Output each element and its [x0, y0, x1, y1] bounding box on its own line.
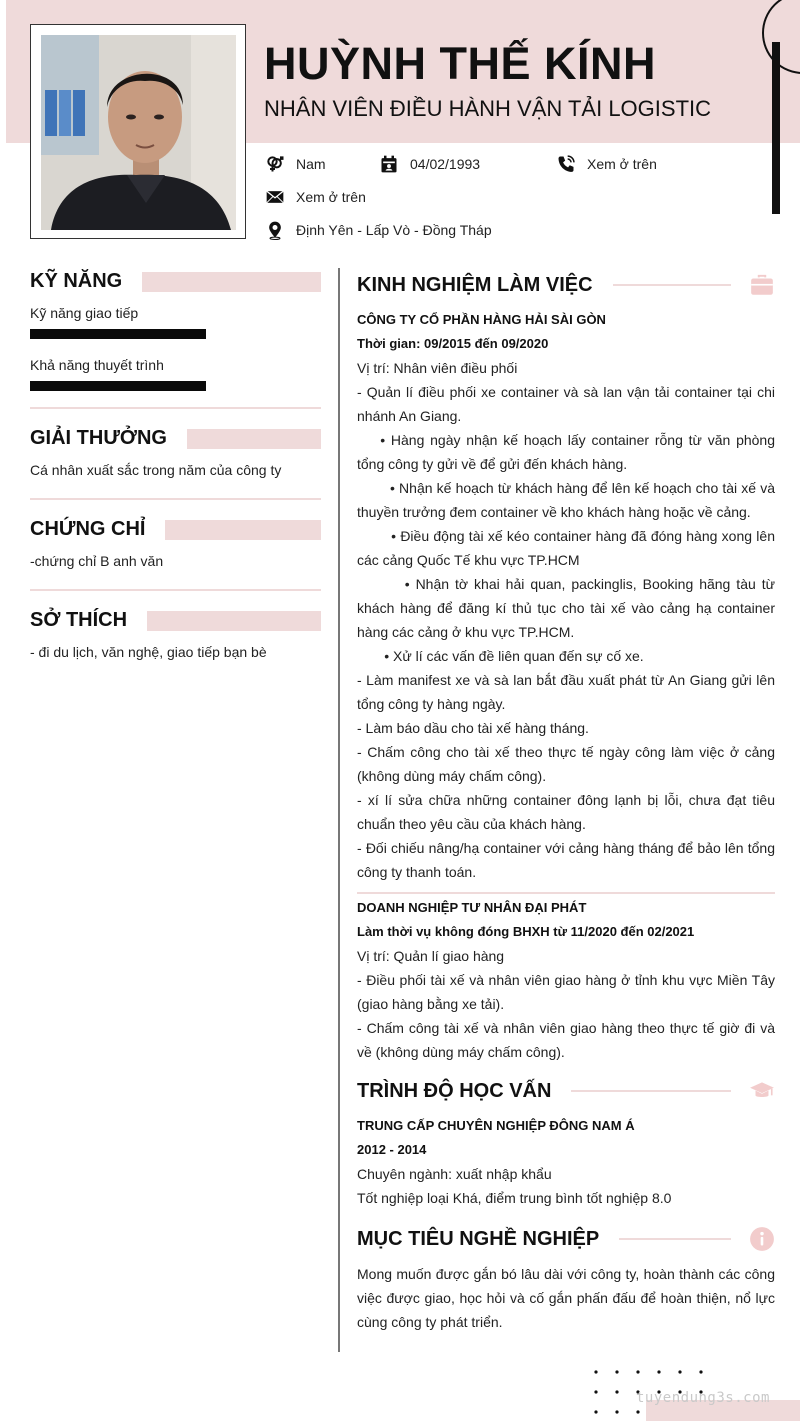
- skill-name: Kỹ năng giao tiếp: [30, 305, 139, 321]
- gender-info: [264, 153, 326, 175]
- graduation-cap-icon: [749, 1078, 775, 1104]
- title-accent: [142, 272, 321, 292]
- job-line: • Điều động tài xế kéo container hàng đã đóng hàng xong lên các cảng Quốc Tế khu vực TP.HCM: [357, 528, 779, 568]
- title-accent: [187, 429, 321, 449]
- phone-info: [555, 153, 657, 175]
- awards-title: GIẢI THƯỞNG: [30, 427, 167, 449]
- email-value: Xem ở trên: [296, 189, 366, 205]
- education-line: Chuyên ngành: xuất nhập khẩu: [357, 1166, 552, 1182]
- skill-level-bar: [30, 329, 206, 339]
- job-line: - Chấm công cho tài xế theo thực tế ngày công làm việc ở cảng (không dùng máy chấm công).: [357, 744, 775, 784]
- job-period: Thời gian: 09/2015 đến 09/2020: [357, 336, 549, 351]
- education-entry: [357, 1114, 775, 1210]
- objective-text: Mong muốn được gắn bó lâu dài với công ty, hoàn thành các công việc được giao, học hỏi và cố gắn phấn đấu để hoàn thiện, nổ lực cùng công ty phát triển.: [357, 1266, 775, 1330]
- job-divider: [357, 892, 775, 894]
- left-column: [30, 270, 321, 662]
- phone-value: Xem ở trên: [587, 156, 657, 172]
- right-column: [357, 268, 779, 1334]
- section-divider: [30, 498, 321, 500]
- hobbies-section: [30, 609, 321, 662]
- candidate-name: HUỲNH THẾ KÍNH: [264, 38, 657, 89]
- candidate-job-title: NHÂN VIÊN ĐIỀU HÀNH VẬN TẢI LOGISTIC: [264, 96, 712, 121]
- job-line: - Đối chiếu nâng/hạ container với cảng hàng tháng để bảo lên tổng công ty thanh toán.: [357, 840, 775, 880]
- skill-level-bar: [30, 381, 206, 391]
- school-name: TRUNG CẤP CHUYÊN NGHIỆP ĐÔNG NAM Á: [357, 1118, 635, 1133]
- phone-icon: [555, 153, 577, 175]
- profile-photo-frame: [30, 24, 246, 239]
- education-title: TRÌNH ĐỘ HỌC VẤN: [357, 1079, 552, 1102]
- briefcase-icon: [749, 272, 775, 298]
- job-entry: [357, 308, 779, 884]
- awards-text: Cá nhân xuất sắc trong năm của công ty: [30, 462, 282, 478]
- decorative-bar: [772, 42, 780, 214]
- address-info: [264, 219, 492, 241]
- section-divider: [30, 589, 321, 591]
- objective-title: MỤC TIÊU NGHỀ NGHIỆP: [357, 1227, 600, 1250]
- skills-section: [30, 270, 321, 391]
- job-line: - xí lí sửa chữa những container đông lạnh bị lỗi, chưa đạt tiêu chuẩn theo yêu cầu của khách hàng.: [357, 792, 775, 832]
- skill-name: Khả năng thuyết trình: [30, 357, 164, 373]
- gender-value: Nam: [296, 156, 326, 172]
- email-info: [264, 186, 366, 208]
- certificates-title: CHỨNG CHỈ: [30, 518, 146, 540]
- profile-photo: [41, 35, 236, 230]
- education-period: 2012 - 2014: [357, 1142, 427, 1157]
- skills-title: KỸ NĂNG: [30, 270, 123, 292]
- gender-icon: [264, 153, 286, 175]
- column-divider: [338, 268, 340, 1352]
- section-divider: [30, 407, 321, 409]
- job-line: • Nhận kế hoạch từ khách hàng để lên kế hoạch cho tài xế và thuyền trưởng đem container về kho khách hàng hoặc về cảng.: [357, 480, 779, 520]
- objective-header: [357, 1222, 775, 1256]
- experience-title: KINH NGHIỆM LÀM VIỆC: [357, 273, 593, 296]
- birthday-info: [378, 153, 480, 175]
- job-line: • Hàng ngày nhận kế hoạch lấy container rỗng từ văn phòng tổng công ty gửi về để gửi đến khách hàng.: [357, 432, 779, 472]
- envelope-icon: [264, 186, 286, 208]
- awards-section: [30, 427, 321, 480]
- calendar-icon: [378, 153, 400, 175]
- birthday-value: 04/02/1993: [410, 156, 481, 172]
- company-name: DOANH NGHIỆP TƯ NHÂN ĐẠI PHÁT: [357, 900, 587, 915]
- job-line: - Chấm công tài xế và nhân viên giao hàng theo thực tế giờ đi và về (không dùng máy chấm công).: [357, 1020, 775, 1060]
- certificates-text: -chứng chỉ B anh văn: [30, 553, 164, 569]
- job-line: • Xử lí các vấn đề liên quan đến sự cố xe.: [357, 648, 644, 664]
- info-icon: [749, 1226, 775, 1252]
- job-line: • Nhận tờ khai hải quan, packinglis, Booking hãng tàu từ khách hàng để đăng kí thủ tục cho tài xế vào cảng hạ container hàng các cảng ở khu vực TP.HCM.: [357, 576, 779, 640]
- job-line: Vị trí: Nhân viên điều phối: [357, 360, 518, 376]
- job-line: - Quản lí điều phối xe container và sà lan vận tải container tại chi nhánh An Giang.: [357, 384, 775, 424]
- certificates-section: [30, 518, 321, 571]
- experience-header: [357, 268, 775, 302]
- education-header: [357, 1074, 775, 1108]
- address-value: Định Yên - Lấp Vò - Đồng Tháp: [296, 222, 492, 238]
- job-line: - Làm báo dầu cho tài xế hàng tháng.: [357, 720, 589, 736]
- job-line: - Làm manifest xe và sà lan bắt đầu xuất phát từ An Giang gửi lên tổng công ty hàng ngày.: [357, 672, 775, 712]
- job-line: Vị trí: Quản lí giao hàng: [357, 948, 505, 964]
- hobbies-text: - đi du lịch, văn nghệ, giao tiếp bạn bè: [30, 644, 267, 660]
- education-line: Tốt nghiệp loại Khá, điểm trung bình tốt nghiệp 8.0: [357, 1190, 672, 1206]
- job-period: Làm thời vụ không đóng BHXH từ 11/2020 đến 02/2021: [357, 924, 695, 939]
- job-entry: [357, 896, 775, 1064]
- map-pin-icon: [264, 219, 286, 241]
- hobbies-title: SỞ THÍCH: [30, 609, 128, 631]
- watermark-text: tuyendung3s.com: [636, 1390, 770, 1406]
- title-accent: [147, 611, 321, 631]
- job-line: - Điều phối tài xế và nhân viên giao hàng ở tỉnh khu vực Miền Tây (giao hàng bằng xe tải).: [357, 972, 775, 1012]
- title-accent: [165, 520, 321, 540]
- company-name: CÔNG TY CỔ PHẦN HÀNG HẢI SÀI GÒN: [357, 312, 606, 327]
